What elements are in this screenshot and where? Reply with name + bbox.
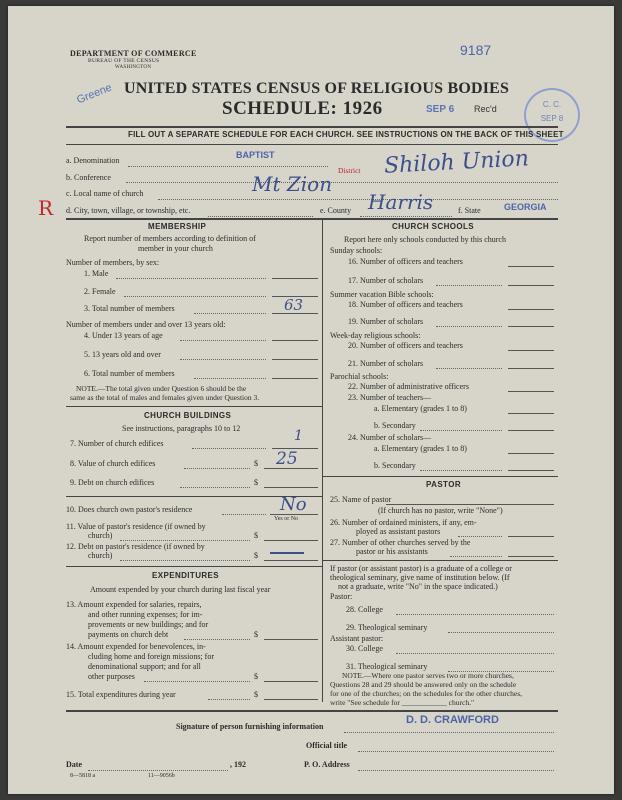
- schools-intro: Report here only schools conducted by this church: [344, 235, 506, 244]
- state-label: f. State: [458, 206, 481, 215]
- parochial-label: Parochial schools:: [330, 372, 389, 381]
- assistant-sub-label: Assistant pastor:: [330, 634, 384, 643]
- local-name-label: c. Local name of church: [66, 189, 144, 198]
- q16-label: 16. Number of officers and teachers: [348, 257, 463, 266]
- q4-label: 4. Under 13 years of age: [84, 331, 163, 340]
- membership-intro-2: member in your church: [138, 244, 213, 253]
- q19-answer-line[interactable]: [508, 326, 554, 327]
- q23a-answer-line[interactable]: [508, 413, 554, 414]
- q30-label: 30. College: [346, 644, 383, 653]
- q29-answer-line[interactable]: [448, 632, 554, 633]
- pastor-title: PASTOR: [426, 480, 461, 489]
- q17-answer-line[interactable]: [508, 285, 554, 286]
- expenditures-title: EXPENDITURES: [152, 571, 220, 580]
- weekday-label: Week-day religious schools:: [330, 331, 421, 340]
- grid-divider-vertical: [322, 218, 323, 702]
- q31-label: 31. Theological seminary: [346, 662, 428, 671]
- q14-leader: [144, 681, 250, 682]
- q12-handwritten-dash: [270, 552, 304, 554]
- q10-value[interactable]: No: [280, 494, 307, 515]
- age-intro-label: Number of members under and over 13 years old:: [66, 320, 226, 329]
- grid-rule-bottom: [66, 710, 558, 712]
- membership-intro-1: Report number of members according to definition of: [84, 234, 256, 243]
- q10-label: 10. Does church own pastor's residence: [66, 505, 193, 514]
- q9-answer-line[interactable]: [264, 487, 318, 488]
- district-value[interactable]: Shiloh Union: [383, 146, 530, 179]
- q14-label-4: other purposes: [88, 672, 135, 681]
- pastor-note-4: write "See schedule for ____________ church.": [330, 698, 475, 707]
- q25-hint: (If church has no pastor, write "None"): [378, 506, 503, 515]
- department-heading: DEPARTMENT OF COMMERCE: [70, 49, 197, 58]
- denomination-line: [128, 166, 328, 167]
- cc-stamp-top: C. C.: [542, 100, 562, 109]
- q19-label: 19. Number of scholars: [348, 317, 424, 326]
- q13-label-3: provements or new buildings; and for: [88, 620, 209, 629]
- q3-leader: [194, 313, 266, 314]
- q15-answer-line[interactable]: [264, 699, 318, 700]
- form-code: 8—5818 a: [70, 773, 96, 779]
- q14-answer-line[interactable]: [264, 681, 318, 682]
- q10-leader: [222, 514, 266, 515]
- q2-label: 2. Female: [84, 287, 116, 296]
- by-sex-label: Number of members, by sex:: [66, 258, 160, 267]
- form-subtitle: SCHEDULE: 1926: [222, 98, 383, 119]
- expenditures-intro: Amount expended by your church during last fiscal year: [90, 585, 271, 594]
- date-label: Date: [66, 760, 82, 769]
- q18-label: 18. Number of officers and teachers: [348, 300, 463, 309]
- q27-label-2: pastor or his assistants: [356, 547, 428, 556]
- schedule-number-stamp: 9187: [460, 42, 492, 58]
- q26-leader: [458, 536, 502, 537]
- instruction-line: FILL OUT A SEPARATE SCHEDULE FOR EACH CHURCH. SEE INSTRUCTIONS ON THE BACK OF THIS SHEET: [128, 130, 564, 139]
- q23b-leader: [420, 430, 502, 431]
- bureau-heading: BUREAU OF THE CENSUS: [88, 58, 160, 64]
- pastor-note-1: NOTE.—Where one pastor serves two or more churches,: [342, 671, 514, 680]
- q17-label: 17. Number of scholars: [348, 276, 424, 285]
- membership-note-2: same as the total of males and females given under Question 3.: [70, 393, 260, 402]
- grid-rule-top: [66, 218, 558, 220]
- q3-label: 3. Total number of members: [84, 304, 175, 313]
- schools-title: CHURCH SCHOOLS: [392, 222, 475, 231]
- county-value[interactable]: Harris: [368, 190, 434, 214]
- q24b-answer-line[interactable]: [508, 470, 554, 471]
- state-value[interactable]: GEORGIA: [504, 202, 547, 212]
- q5-label: 5. 13 years old and over: [84, 350, 161, 359]
- pastor-note-3: for one of the churches; on the schedules for the other churches,: [330, 689, 523, 698]
- q5-leader: [180, 359, 266, 360]
- q6-answer-line[interactable]: [272, 378, 318, 379]
- pastor-mid-rule: [322, 560, 558, 561]
- q14-label-2: cluding home and foreign missions; for: [88, 652, 214, 661]
- pastor-note-2: Questions 28 and 29 should be answered only on the schedule: [330, 680, 517, 689]
- q10-hint: Yes or No: [274, 516, 299, 522]
- city-heading: WASHINGTON: [115, 65, 152, 70]
- po-address-label: P. O. Address: [304, 760, 350, 769]
- q24b-leader: [420, 470, 502, 471]
- q11-label-2: church): [88, 531, 113, 540]
- q4-leader: [180, 340, 266, 341]
- signature-line[interactable]: [344, 732, 554, 733]
- q28-answer-line[interactable]: [396, 614, 554, 615]
- summer-label: Summer vacation Bible schools:: [330, 290, 434, 299]
- q12-label-2: church): [88, 551, 113, 560]
- signature-label: Signature of person furnishing information: [176, 722, 324, 731]
- q1-answer-line[interactable]: [272, 278, 318, 279]
- official-title-label: Official title: [306, 741, 348, 750]
- q13-label-1: 13. Amount expended for salaries, repairs,: [66, 600, 202, 609]
- q18-answer-line[interactable]: [508, 309, 554, 310]
- q24-label: 24. Number of scholars—: [348, 433, 432, 442]
- q25-answer-line[interactable]: [386, 504, 554, 505]
- q9-leader: [180, 487, 250, 488]
- q11-answer-line[interactable]: [264, 540, 318, 541]
- q14-label-1: 14. Amount expended for benevolences, in-: [66, 642, 206, 651]
- q23a-label: a. Elementary (grades 1 to 8): [374, 404, 467, 413]
- date-year: , 192: [230, 760, 246, 769]
- q24a-label: a. Elementary (grades 1 to 8): [374, 444, 467, 453]
- form-title: UNITED STATES CENSUS OF RELIGIOUS BODIES: [124, 80, 510, 97]
- membership-title: MEMBERSHIP: [148, 222, 207, 231]
- q4-answer-line[interactable]: [272, 340, 318, 341]
- membership-note-1: NOTE.—The total given under Question 6 should be the: [76, 384, 247, 393]
- header-rule-top: [66, 126, 558, 128]
- q12-dollar: $: [254, 551, 258, 560]
- q26-label-2: ployed as assistant pastors: [356, 527, 441, 536]
- q27-leader: [450, 556, 502, 557]
- q14-label-3: denominational support; and for all: [88, 662, 201, 671]
- q28-label: 28. College: [346, 605, 383, 614]
- q2-leader: [124, 296, 266, 297]
- q30-answer-line[interactable]: [396, 653, 554, 654]
- q20-answer-line[interactable]: [508, 350, 554, 351]
- county-stamp: Greene: [75, 81, 114, 107]
- q14-dollar: $: [254, 672, 258, 681]
- city-line: [208, 216, 313, 217]
- q23b-label: b. Secondary: [374, 421, 416, 430]
- q21-label: 21. Number of scholars: [348, 359, 424, 368]
- q27-answer-line[interactable]: [508, 556, 554, 557]
- denomination-label: a. Denomination: [66, 156, 120, 165]
- q8-leader: [184, 468, 250, 469]
- local-name-line: [158, 199, 558, 200]
- cc-stamp-bottom: SEP 8: [540, 114, 564, 123]
- q23-label: 23. Number of teachers—: [348, 393, 432, 402]
- signature-value[interactable]: D. D. CRAWFORD: [406, 714, 499, 726]
- q15-label: 15. Total expenditures during year: [66, 690, 176, 699]
- date-line[interactable]: [88, 770, 228, 771]
- buildings-intro: See instructions, paragraphs 10 to 12: [122, 424, 241, 433]
- denomination-value[interactable]: BAPTIST: [236, 150, 275, 160]
- college-intro-1: If pastor (or assistant pastor) is a graduate of a college or: [330, 564, 512, 573]
- margin-red-mark: R: [38, 196, 54, 220]
- q22-answer-line[interactable]: [508, 391, 554, 392]
- q11-dollar: $: [254, 531, 258, 540]
- q13-answer-line[interactable]: [264, 639, 318, 640]
- q3-value[interactable]: 63: [284, 296, 304, 314]
- q8-value[interactable]: 25: [276, 449, 298, 469]
- q24a-answer-line[interactable]: [508, 453, 554, 454]
- q6-leader: [194, 378, 266, 379]
- q17-leader: [436, 285, 502, 286]
- q7-label: 7. Number of church edifices: [70, 439, 164, 448]
- q19-leader: [436, 326, 502, 327]
- po-address-line[interactable]: [358, 770, 554, 771]
- census-schedule-page: [8, 6, 614, 794]
- q21-leader: [436, 368, 502, 369]
- q11-leader: [120, 540, 250, 541]
- pastor-sub-label: Pastor:: [330, 592, 353, 601]
- q13-label-2: and other running expenses; for im-: [88, 610, 203, 619]
- q15-dollar: $: [254, 690, 258, 699]
- q21-answer-line[interactable]: [508, 368, 554, 369]
- sunday-label: Sunday schools:: [330, 246, 383, 255]
- official-title-line[interactable]: [358, 751, 554, 752]
- q9-label: 9. Debt on church edifices: [70, 478, 155, 487]
- q13-dollar: $: [254, 630, 258, 639]
- schools-rule: [322, 476, 558, 477]
- membership-rule: [66, 406, 322, 407]
- q25-label: 25. Name of pastor: [330, 495, 392, 504]
- q8-label: 8. Value of church edifices: [70, 459, 156, 468]
- q27-label-1: 27. Number of other churches served by the: [330, 538, 471, 547]
- college-intro-3: not a graduate, write "No" in the space indicated.): [338, 582, 498, 591]
- date-stamp: SEP 6: [426, 104, 455, 115]
- q13-label-4: payments on church debt: [88, 630, 169, 639]
- received-stamp: Rec'd: [474, 104, 497, 114]
- q12-answer-line[interactable]: [264, 560, 318, 561]
- q13-leader: [184, 639, 250, 640]
- print-code: 11—9056b: [148, 773, 175, 779]
- county-label: e. County: [320, 206, 352, 215]
- q1-leader: [116, 278, 266, 279]
- q23b-answer-line[interactable]: [508, 430, 554, 431]
- q26-answer-line[interactable]: [508, 536, 554, 537]
- q11-label-1: 11. Value of pastor's residence (if owned by: [66, 522, 206, 531]
- header-rule-bottom: [66, 144, 558, 145]
- q1-label: 1. Male: [84, 269, 109, 278]
- conference-label: b. Conference: [66, 173, 111, 182]
- q24b-label: b. Secondary: [374, 461, 416, 470]
- q12-label-1: 12. Debt on pastor's residence (if owned by: [66, 542, 205, 551]
- q5-answer-line[interactable]: [272, 359, 318, 360]
- q16-answer-line[interactable]: [508, 266, 554, 267]
- q9-dollar: $: [254, 478, 258, 487]
- q7-leader: [192, 448, 266, 449]
- q29-label: 29. Theological seminary: [346, 623, 428, 632]
- q12-leader: [120, 560, 250, 561]
- buildings-rule: [66, 566, 322, 567]
- district-label: District: [338, 166, 361, 175]
- q22-label: 22. Number of administrative officers: [348, 382, 469, 391]
- local-name-value[interactable]: Mt Zion: [252, 172, 333, 196]
- college-intro-2: theological seminary, give name of institution below. (If: [330, 573, 510, 582]
- q20-label: 20. Number of officers and teachers: [348, 341, 463, 350]
- conference-line: [126, 182, 558, 183]
- q6-label: 6. Total number of members: [84, 369, 175, 378]
- county-line: [360, 216, 452, 217]
- buildings-title: CHURCH BUILDINGS: [144, 411, 232, 420]
- q15-leader: [208, 699, 250, 700]
- q8-dollar: $: [254, 459, 258, 468]
- city-label: d. City, town, village, or township, etc.: [66, 206, 191, 215]
- q7-value[interactable]: 1: [294, 428, 303, 444]
- q26-label-1: 26. Number of ordained ministers, if any, em-: [330, 518, 477, 527]
